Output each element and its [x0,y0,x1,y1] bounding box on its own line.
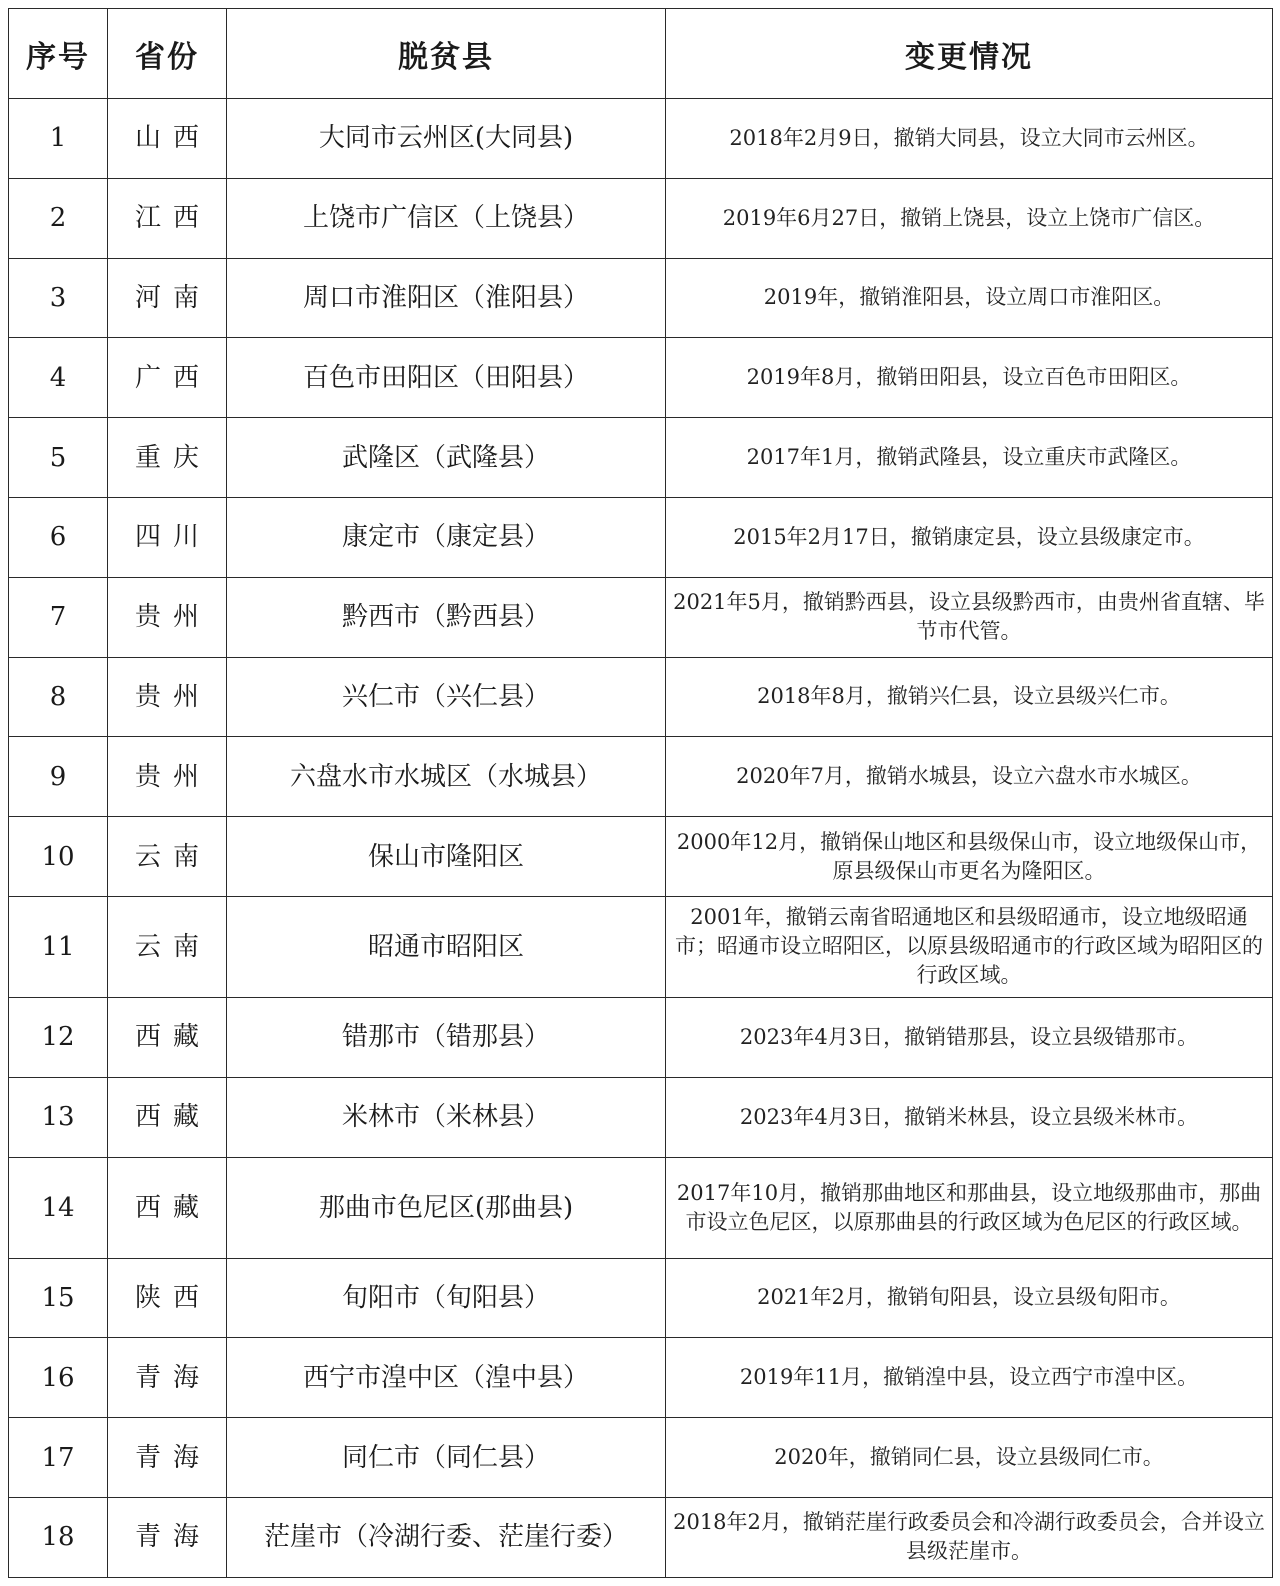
header-province: 省份 [108,9,227,99]
row-county: 上饶市广信区（上饶县） [227,178,666,258]
row-change: 2021年2月，撤销旬阳县，设立县级旬阳市。 [666,1258,1273,1338]
row-index: 8 [9,657,108,737]
row-change: 2019年8月，撤销田阳县，设立百色市田阳区。 [666,338,1273,418]
row-change: 2000年12月，撤销保山地区和县级保山市，设立地级保山市，原县级保山市更名为隆阳区。 [666,817,1273,897]
row-county: 康定市（康定县） [227,497,666,577]
row-index: 15 [9,1258,108,1338]
row-index: 1 [9,99,108,179]
row-province: 江西 [108,178,227,258]
row-province: 云南 [108,896,227,997]
row-index: 13 [9,1077,108,1157]
row-province: 贵州 [108,657,227,737]
table-row [9,817,1273,897]
table-row [9,1258,1273,1338]
row-change: 2017年10月，撤销那曲地区和那曲县，设立地级那曲市，那曲市设立色尼区，以原那曲县的行政区域为色尼区的行政区域。 [666,1157,1273,1258]
row-change: 2021年5月，撤销黔西县，设立县级黔西市，由贵州省直辖、毕节市代管。 [666,577,1273,657]
row-change: 2023年4月3日，撤销米林县，设立县级米林市。 [666,1077,1273,1157]
row-county: 六盘水市水城区（水城县） [227,737,666,817]
row-county: 西宁市湟中区（湟中县） [227,1338,666,1418]
table-row [9,1077,1273,1157]
county-change-table-container [8,8,1272,1578]
table-row [9,497,1273,577]
table-row [9,1418,1273,1498]
header-change: 变更情况 [666,9,1273,99]
row-province: 贵州 [108,737,227,817]
row-change: 2001年，撤销云南省昭通地区和县级昭通市，设立地级昭通市；昭通市设立昭阳区，以原县级昭通市的行政区域为昭阳区的行政区域。 [666,896,1273,997]
row-county: 大同市云州区(大同县) [227,99,666,179]
table-row [9,997,1273,1077]
row-county: 黔西市（黔西县） [227,577,666,657]
row-province: 西藏 [108,1077,227,1157]
row-index: 9 [9,737,108,817]
row-index: 18 [9,1497,108,1577]
table-row [9,178,1273,258]
table-row [9,1157,1273,1258]
row-county: 错那市（错那县） [227,997,666,1077]
row-index: 17 [9,1418,108,1498]
row-index: 16 [9,1338,108,1418]
row-province: 广西 [108,338,227,418]
row-change: 2023年4月3日，撤销错那县，设立县级错那市。 [666,997,1273,1077]
county-change-table [8,8,1273,1578]
row-province: 云南 [108,817,227,897]
row-index: 11 [9,896,108,997]
row-change: 2018年2月，撤销茫崖行政委员会和冷湖行政委员会，合并设立县级茫崖市。 [666,1497,1273,1577]
row-change: 2015年2月17日，撤销康定县，设立县级康定市。 [666,497,1273,577]
row-county: 旬阳市（旬阳县） [227,1258,666,1338]
row-province: 青海 [108,1338,227,1418]
row-province: 陕西 [108,1258,227,1338]
row-county: 茫崖市（冷湖行委、茫崖行委） [227,1497,666,1577]
table-row [9,338,1273,418]
row-province: 西藏 [108,997,227,1077]
header-county: 脱贫县 [227,9,666,99]
row-index: 14 [9,1157,108,1258]
row-province: 山西 [108,99,227,179]
row-province: 青海 [108,1497,227,1577]
row-change: 2018年2月9日，撤销大同县，设立大同市云州区。 [666,99,1273,179]
row-change: 2017年1月，撤销武隆县，设立重庆市武隆区。 [666,418,1273,498]
row-province: 贵州 [108,577,227,657]
row-index: 2 [9,178,108,258]
table-row [9,577,1273,657]
row-province: 青海 [108,1418,227,1498]
table-row [9,737,1273,817]
row-county: 周口市淮阳区（淮阳县） [227,258,666,338]
table-row [9,258,1273,338]
row-province: 重庆 [108,418,227,498]
row-change: 2018年8月，撤销兴仁县，设立县级兴仁市。 [666,657,1273,737]
row-index: 12 [9,997,108,1077]
row-county: 保山市隆阳区 [227,817,666,897]
row-change: 2019年11月，撤销湟中县，设立西宁市湟中区。 [666,1338,1273,1418]
row-county: 兴仁市（兴仁县） [227,657,666,737]
table-row [9,1338,1273,1418]
row-index: 7 [9,577,108,657]
row-change: 2020年7月，撤销水城县，设立六盘水市水城区。 [666,737,1273,817]
row-province: 西藏 [108,1157,227,1258]
row-county: 百色市田阳区（田阳县） [227,338,666,418]
row-index: 5 [9,418,108,498]
row-change: 2019年，撤销淮阳县，设立周口市淮阳区。 [666,258,1273,338]
row-province: 四川 [108,497,227,577]
row-index: 6 [9,497,108,577]
row-province: 河南 [108,258,227,338]
row-index: 4 [9,338,108,418]
table-row [9,99,1273,179]
row-change: 2020年，撤销同仁县，设立县级同仁市。 [666,1418,1273,1498]
row-change: 2019年6月27日，撤销上饶县，设立上饶市广信区。 [666,178,1273,258]
table-row [9,1497,1273,1577]
table-row [9,896,1273,997]
row-index: 10 [9,817,108,897]
table-row [9,657,1273,737]
row-county: 昭通市昭阳区 [227,896,666,997]
row-county: 米林市（米林县） [227,1077,666,1157]
row-county: 同仁市（同仁县） [227,1418,666,1498]
row-county: 那曲市色尼区(那曲县) [227,1157,666,1258]
table-header-row [9,9,1273,99]
row-county: 武隆区（武隆县） [227,418,666,498]
table-row [9,418,1273,498]
header-index: 序号 [9,9,108,99]
row-index: 3 [9,258,108,338]
